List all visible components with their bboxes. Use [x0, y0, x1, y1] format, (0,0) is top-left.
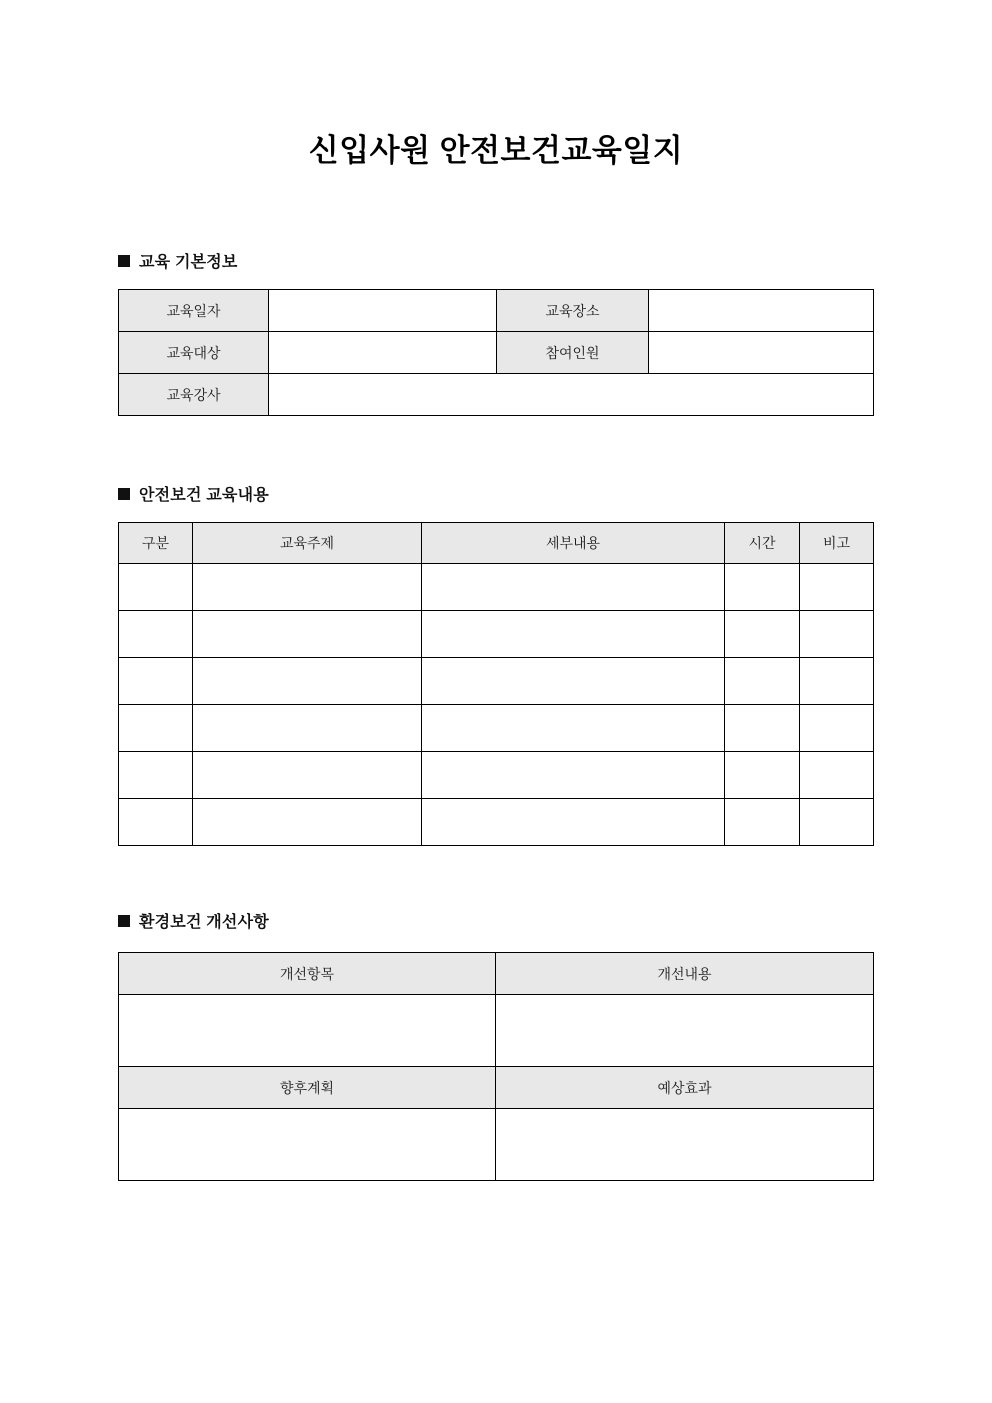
table-header-row — [119, 953, 874, 995]
table-row — [119, 658, 874, 705]
cell-topic[interactable] — [193, 799, 422, 846]
cell-improvement-content[interactable] — [496, 995, 874, 1067]
table-row — [119, 705, 874, 752]
page-title: 신입사원 안전보건교육일지 — [308, 133, 684, 168]
cell-details[interactable] — [422, 658, 725, 705]
cell-category[interactable] — [119, 611, 193, 658]
cell-category[interactable] — [119, 752, 193, 799]
cell-duration[interactable] — [725, 752, 800, 799]
cell-topic[interactable] — [193, 752, 422, 799]
cell-future-plan[interactable] — [119, 1109, 496, 1181]
cell-remarks[interactable] — [800, 752, 874, 799]
cell-label-education-target: 교육대상 — [119, 332, 269, 374]
cell-value-education-place[interactable] — [649, 290, 874, 332]
cell-label-instructor: 교육강사 — [119, 374, 269, 416]
column-header-improvement-item: 개선항목 — [119, 953, 496, 995]
safety-education-table — [118, 522, 874, 846]
cell-topic[interactable] — [193, 611, 422, 658]
cell-duration[interactable] — [725, 564, 800, 611]
table-row — [119, 564, 874, 611]
cell-category[interactable] — [119, 799, 193, 846]
section-heading-basic-info — [118, 249, 238, 272]
bullet-square-icon — [118, 488, 130, 500]
cell-details[interactable] — [422, 752, 725, 799]
cell-duration[interactable] — [725, 658, 800, 705]
cell-duration[interactable] — [725, 705, 800, 752]
cell-category[interactable] — [119, 705, 193, 752]
cell-improvement-item[interactable] — [119, 995, 496, 1067]
cell-label-education-place: 교육장소 — [497, 290, 649, 332]
table-row — [119, 611, 874, 658]
bullet-square-icon — [118, 255, 130, 267]
cell-details[interactable] — [422, 611, 725, 658]
bullet-square-icon — [118, 915, 130, 927]
column-header-future-plan: 향후계획 — [119, 1067, 496, 1109]
cell-category[interactable] — [119, 564, 193, 611]
cell-label-participant-count: 참여인원 — [497, 332, 649, 374]
table-row — [119, 290, 874, 332]
cell-expected-effect[interactable] — [496, 1109, 874, 1181]
cell-duration[interactable] — [725, 611, 800, 658]
cell-topic[interactable] — [193, 658, 422, 705]
cell-remarks[interactable] — [800, 705, 874, 752]
table-row — [119, 332, 874, 374]
cell-details[interactable] — [422, 705, 725, 752]
table-row — [119, 1109, 874, 1181]
cell-category[interactable] — [119, 658, 193, 705]
table-row — [119, 995, 874, 1067]
basic-info-table — [118, 289, 874, 416]
column-header-duration: 시간 — [725, 523, 800, 564]
table-header-row — [119, 1067, 874, 1109]
cell-details[interactable] — [422, 564, 725, 611]
table-header-row — [119, 523, 874, 564]
column-header-remarks: 비고 — [800, 523, 874, 564]
cell-topic[interactable] — [193, 705, 422, 752]
cell-details[interactable] — [422, 799, 725, 846]
cell-value-participant-count[interactable] — [649, 332, 874, 374]
column-header-improvement-content: 개선내용 — [496, 953, 874, 995]
cell-value-education-date[interactable] — [269, 290, 497, 332]
section-heading-safety-content-label: 안전보건 교육내용 — [139, 487, 269, 504]
table-row — [119, 752, 874, 799]
cell-duration[interactable] — [725, 799, 800, 846]
cell-value-education-target[interactable] — [269, 332, 497, 374]
column-header-expected-effect: 예상효과 — [496, 1067, 874, 1109]
cell-value-instructor[interactable] — [269, 374, 874, 416]
cell-remarks[interactable] — [800, 658, 874, 705]
column-header-topic: 교육주제 — [193, 523, 422, 564]
section-heading-environment-improvement — [118, 909, 269, 932]
section-heading-environment-improvement-label: 환경보건 개선사항 — [139, 914, 269, 931]
section-heading-safety-content — [118, 482, 269, 505]
cell-remarks[interactable] — [800, 799, 874, 846]
environment-improvement-table — [118, 952, 874, 1181]
cell-label-education-date: 교육일자 — [119, 290, 269, 332]
cell-remarks[interactable] — [800, 564, 874, 611]
cell-remarks[interactable] — [800, 611, 874, 658]
cell-topic[interactable] — [193, 564, 422, 611]
column-header-details: 세부내용 — [422, 523, 725, 564]
table-row — [119, 799, 874, 846]
section-heading-basic-info-label: 교육 기본정보 — [139, 254, 238, 271]
table-row — [119, 374, 874, 416]
column-header-category: 구분 — [119, 523, 193, 564]
